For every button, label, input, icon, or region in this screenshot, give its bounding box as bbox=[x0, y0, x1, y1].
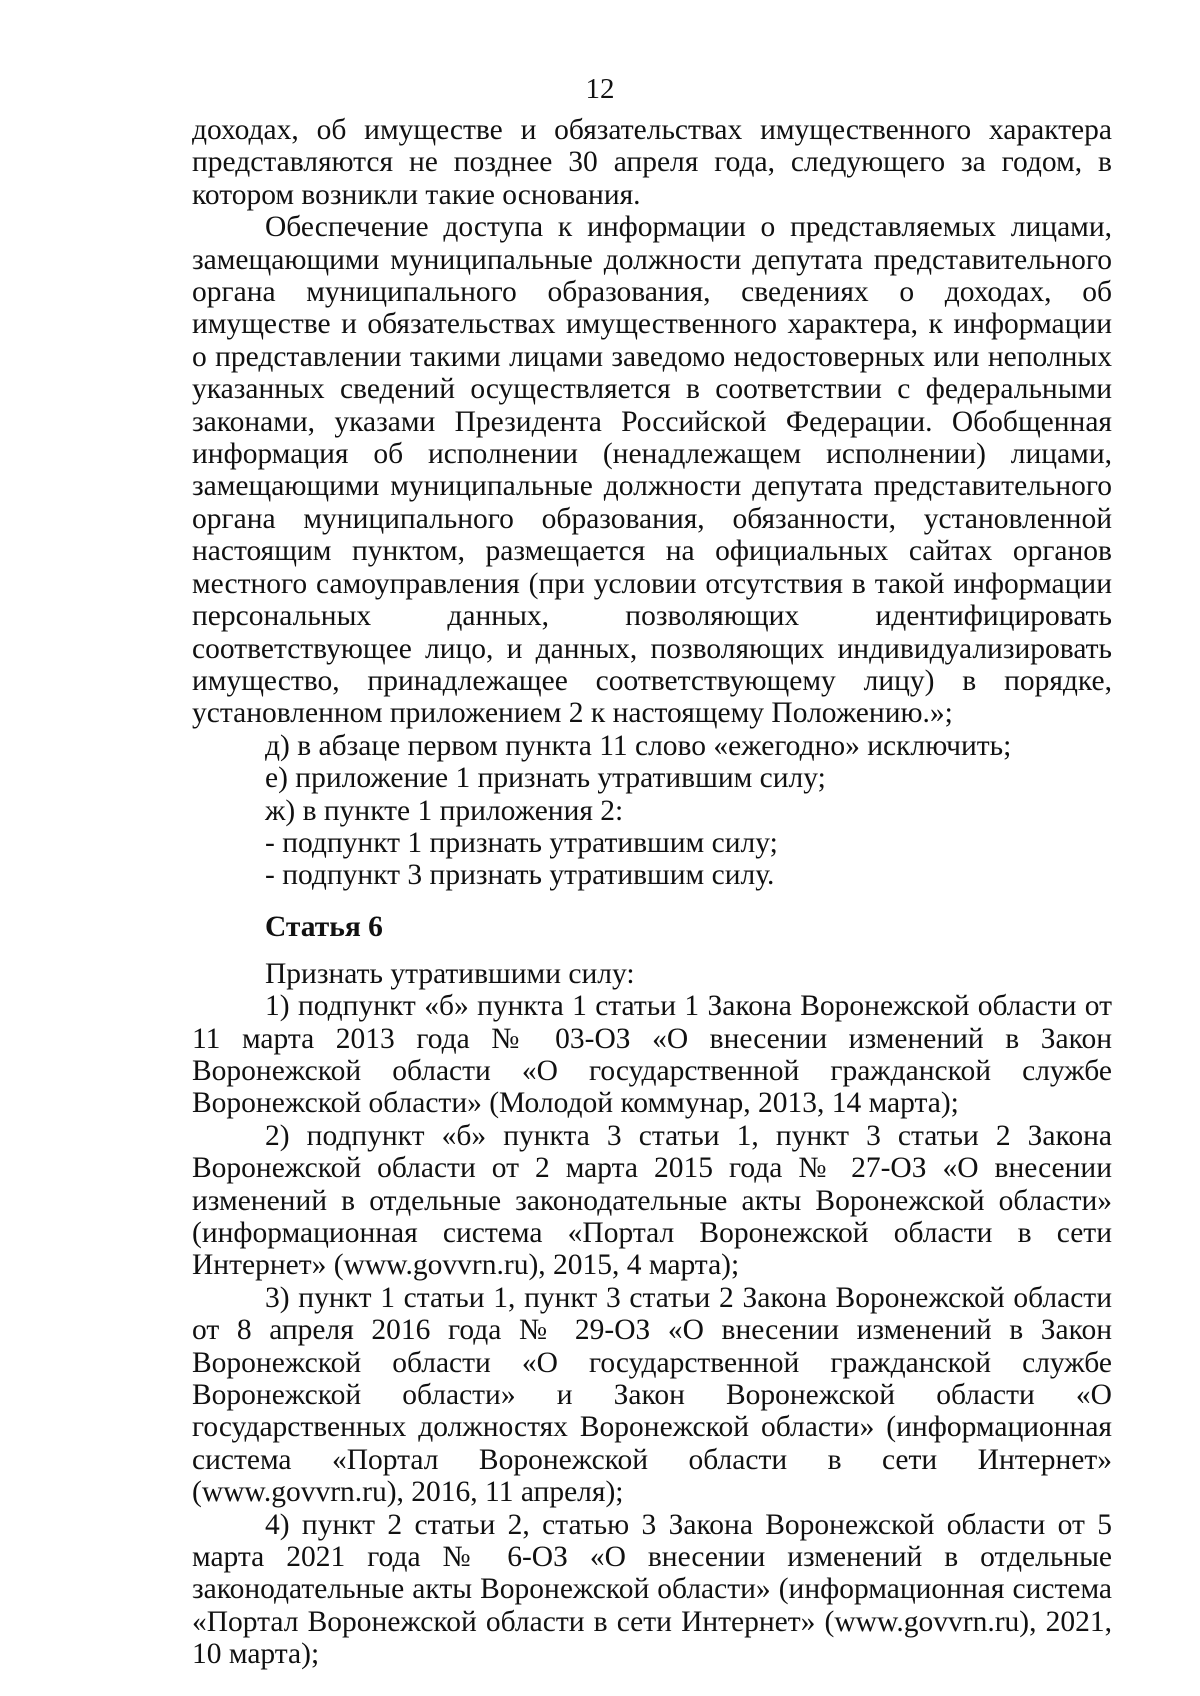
item-zh: ж) в пункте 1 приложения 2: bbox=[265, 794, 624, 827]
article-6-intro: Признать утратившими силу: bbox=[265, 957, 635, 990]
subitem-3: - подпункт 3 признать утратившим силу. bbox=[265, 859, 775, 892]
item-d: д) в абзаце первом пункта 11 слово «ежегодно» исключить; bbox=[265, 729, 1012, 762]
article-6-title: Статья 6 bbox=[265, 910, 383, 943]
article-6-item-2: 2) подпункт «б» пункта 3 статьи 1, пункт 3 статьи 2 Закона Воронежской области от 2 марта 2015 года № 27-ОЗ «О внесении изменений в отдельные законодательные акты Воронежской области» (информационная система «Портал Воронежской области в сети Интернет» (www.govvrn.ru), 2015, 4 марта); bbox=[192, 1119, 1112, 1282]
article-6-item-3: 3) пункт 1 статьи 1, пункт 3 статьи 2 Закона Воронежской области от 8 апреля 2016 года № 29-ОЗ «О внесении изменений в Закон Воронежской области «О государственной гражданской службе Воронежской области» и Закон Воронежской области «О государственных должностях Воронежской области» (информационная система «Портал Воронежской области в сети Интернет» (www.govvrn.ru), 2016, 11 апреля); bbox=[192, 1281, 1112, 1509]
item-e: е) приложение 1 признать утратившим силу; bbox=[265, 762, 826, 795]
paragraph-continuation: доходах, об имуществе и обязательствах имущественного характера представляются не позднее 30 апреля года, следующего за годом, в котором возникли такие основания. bbox=[192, 114, 1112, 211]
page-number: 12 bbox=[585, 73, 615, 105]
article-6-item-4: 4) пункт 2 статьи 2, статью 3 Закона Воронежской области от 5 марта 2021 года № 6-ОЗ «О внесении изменений в отдельные законодательные акты Воронежской области» (информационная система «Портал Воронежской области в сети Интернет» (www.govvrn.ru), 2021, 10 марта); bbox=[192, 1508, 1112, 1671]
subitem-1: - подпункт 1 признать утратившим силу; bbox=[265, 826, 778, 859]
article-6-item-1: 1) подпункт «б» пункта 1 статьи 1 Закона Воронежской области от 11 марта 2013 года № 03-ОЗ «О внесении изменений в Закон Воронежской области «О государственной гражданской службе Воронежской области» (Молодой коммунар, 2013, 14 марта); bbox=[192, 990, 1112, 1120]
document-body bbox=[192, 114, 1112, 1671]
paragraph-access-info: Обеспечение доступа к информации о представляемых лицами, замещающими муниципальные должности депутата представительного органа муниципального образования, сведениях о доходах, об имуществе и обязательствах имущественного характера, к информации о представлении такими лицами заведомо недостоверных или неполных указанных сведений осуществляется в соответствии с федеральными законами, указами Президента Российской Федерации. Обобщенная информация об исполнении (ненадлежащем исполнении) лицами, замещающими муниципальные должности депутата представительного органа муниципального образования, обязанности, установленной настоящим пунктом, размещается на официальных сайтах органов местного самоуправления (при условии отсутствия в такой информации персональных данных, позволяющих идентифицировать соответствующее лицо, и данных, позволяющих индивидуализировать имущество, принадлежащее соответствующему лицу) в порядке, установленном приложением 2 к настоящему Положению.»; bbox=[192, 211, 1112, 730]
